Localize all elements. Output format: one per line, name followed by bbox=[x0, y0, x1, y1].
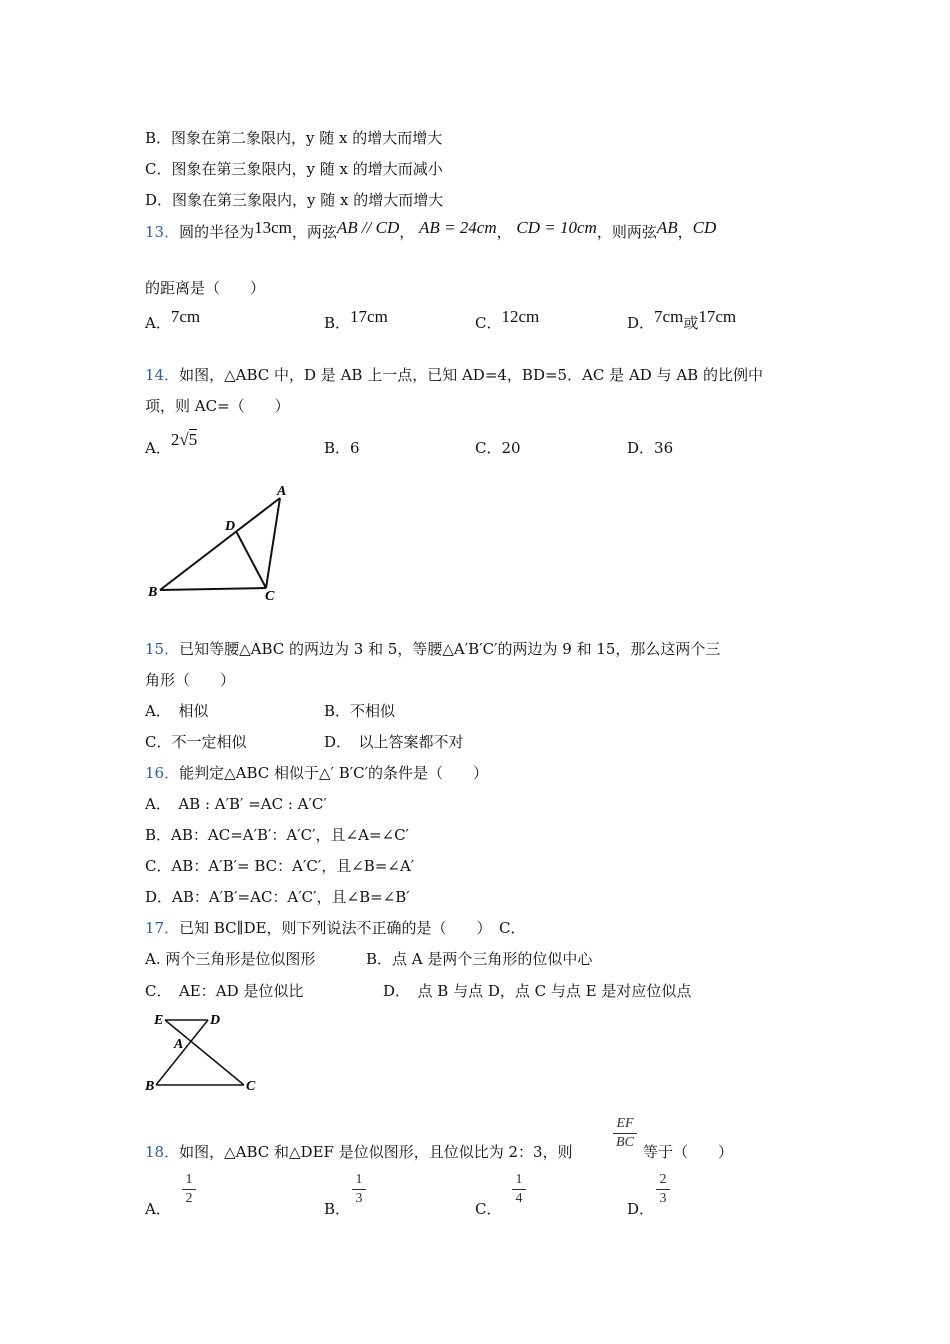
q18-stem: 18．如图，△ABC 和△DEF 是位似图形，且位似比为 2：3，则 bbox=[145, 1143, 573, 1161]
fig-label-a: A bbox=[277, 484, 287, 499]
fig-line-ec bbox=[165, 1020, 244, 1085]
q15-option-b: B．不相似 bbox=[324, 702, 396, 720]
q14-stem-line2: 项，则 AC=（ ） bbox=[145, 397, 290, 415]
q18-fraction: EF BC bbox=[613, 1116, 637, 1151]
fig-line-ca bbox=[266, 498, 280, 588]
q15-number: 15． bbox=[145, 640, 180, 658]
fig-label-c: C bbox=[246, 1079, 256, 1094]
q14-stem: 14．如图，△ABC 中，D 是 AB 上一点，已知 AD=4，BD=5．AC 是 AD 与 AB 的比例中 bbox=[145, 366, 763, 384]
q13-option-d: D．7cm或17cm bbox=[627, 307, 737, 332]
q18-option-a-label: A． bbox=[145, 1200, 171, 1218]
q16-option-d: D．AB：A′B′=AC：A′C′，且∠B=∠B′ bbox=[145, 888, 410, 906]
q13-radius: 13cm bbox=[254, 218, 292, 237]
fig-label-a: A bbox=[174, 1037, 184, 1052]
fig-label-c: C bbox=[265, 589, 275, 603]
q14-option-a: A．2√5 bbox=[145, 430, 198, 457]
fig-line-db bbox=[156, 1020, 208, 1085]
q13-cd: CD = 10cm bbox=[516, 218, 597, 237]
q18-option-b-fraction: 1 3 bbox=[352, 1172, 366, 1207]
fig-label-e: E bbox=[154, 1013, 164, 1028]
q15-option-c: C．不一定相似 bbox=[145, 733, 247, 751]
q13-stem-line2: 的距离是（ ） bbox=[145, 279, 266, 297]
q16-option-a: A． AB : A′B′ =AC : A′C′ bbox=[145, 795, 327, 813]
q16-option-c: C．AB：A′B′= BC：A′C′，且∠B=∠A′ bbox=[145, 857, 415, 875]
fig-line-bc bbox=[160, 588, 266, 590]
q14-option-b: B．6 bbox=[324, 439, 360, 457]
q18-option-d-fraction: 2 3 bbox=[656, 1172, 670, 1207]
q13-option-c: C．12cm bbox=[475, 307, 540, 332]
q13-option-b: B．17cm bbox=[324, 307, 388, 332]
fig-label-d: D bbox=[210, 1013, 221, 1028]
q16-number: 16． bbox=[145, 764, 180, 782]
fig-label-d: D bbox=[225, 519, 236, 534]
q14-option-d: D．36 bbox=[627, 439, 674, 457]
q12-option-d: D．图象在第三象限内，y 随 x 的增大而增大 bbox=[145, 191, 444, 209]
q14-triangle-figure bbox=[140, 478, 300, 603]
q18-option-d-label: D． bbox=[627, 1200, 655, 1218]
q17-figure bbox=[140, 1008, 265, 1098]
q13-option-a: A．7cm bbox=[145, 307, 201, 332]
q13-stem: 13．圆的半径为13cm，两弦AB // CD， AB = 24cm， CD = 10cm，则两弦AB，CD bbox=[145, 218, 717, 241]
q14-number: 14． bbox=[145, 366, 180, 384]
q18-option-c-fraction: 1 4 bbox=[512, 1172, 526, 1207]
fig-label-b: B bbox=[145, 1079, 155, 1094]
q18-option-b-label: B． bbox=[324, 1200, 351, 1218]
q13-chords: AB // CD bbox=[336, 218, 400, 237]
q15-stem-line2: 角形（ ） bbox=[145, 671, 236, 689]
q15-option-a: A． 相似 bbox=[145, 702, 209, 720]
q18-number: 18． bbox=[145, 1143, 180, 1161]
q15-option-d: D． 以上答案都不对 bbox=[324, 733, 464, 751]
q17-option-b: B．点 A 是两个三角形的位似中心 bbox=[366, 950, 593, 968]
q17-stem: 17．已知 BC∥DE，则下列说法不正确的是（ ） C． bbox=[145, 919, 526, 937]
q15-stem: 15．已知等腰△ABC 的两边为 3 和 5，等腰△A′B′C′的两边为 9 和 15，那么这两个三 bbox=[145, 640, 721, 658]
q16-option-b: B．AB：AC=A′B′：A′C′，且∠A=∠C′ bbox=[145, 826, 409, 844]
fig-line-dc bbox=[236, 531, 266, 588]
q12-option-c: C．图象在第三象限内，y 随 x 的增大而减小 bbox=[145, 160, 443, 178]
q13-number: 13． bbox=[145, 223, 180, 241]
fig-label-b: B bbox=[148, 585, 158, 600]
q13-ab: AB = 24cm bbox=[419, 218, 497, 237]
q17-option-a: A. 两个三角形是位似图形 bbox=[145, 950, 316, 968]
q18-option-c-label: C． bbox=[475, 1200, 502, 1218]
q17-number: 17． bbox=[145, 919, 180, 937]
q17-option-d: D． 点 B 与点 D，点 C 与点 E 是对应位似点 bbox=[383, 982, 692, 1000]
q18-option-a-fraction: 1 2 bbox=[182, 1172, 196, 1207]
q18-stem-end: 等于（ ） bbox=[643, 1143, 734, 1161]
q17-option-c: C． AE：AD 是位似比 bbox=[145, 982, 304, 1000]
fig-line-ba bbox=[160, 498, 280, 590]
q12-option-b: B．图象在第二象限内，y 随 x 的增大而增大 bbox=[145, 129, 443, 147]
q16-stem: 16．能判定△ABC 相似于△′ B′C′的条件是（ ） bbox=[145, 764, 489, 782]
q14-option-c: C．20 bbox=[475, 439, 521, 457]
